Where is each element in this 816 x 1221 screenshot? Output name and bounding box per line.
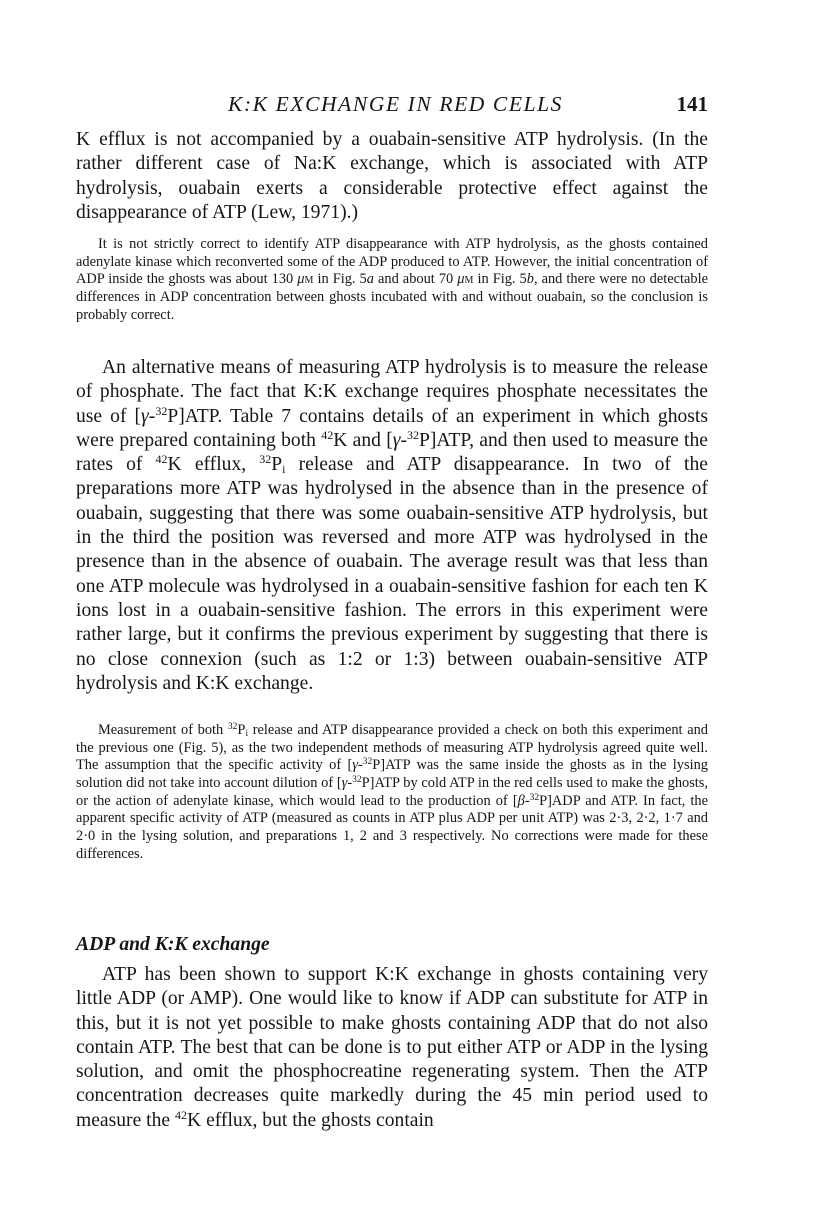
paragraph-phosphate-release: An alternative means of measuring ATP hydrolysis is to measure the release of phosphate. The fact that K:K exchange requires phosphate necessitates the use of [γ-$^{32}$P]ATP. Table 7 contains details of an experiment in which ghosts were prepared containing both $^{42}$K and [γ-$^{32}$P]ATP, and then used to measure the rates of $^{42}$K efflux, $^{32}P_i$ release and ATP disappearance. In two of the preparations more ATP was hydrolysed in the absence than in the presence of ouabain, suggesting that there was some ouabain-sensitive ATP hydrolysis, but in the third the position was reversed and more ATP was hydrolysed in the presence than in the absence of ouabain. The average result was that less than one ATP molecule was hydrolysed in a ouabain-sensitive fashion for each ten K ions lost in a ouabain-sensitive fashion. The errors in this experiment were rather large, but it confirms the previous experiment by suggesting that there is no close connexion (such as 1:2 or 1:3) between ouabain-sensitive ATP hydrolysis and K:K exchange. [76, 357, 708, 694]
note-adenylate-kinase: It is not strictly correct to identify ATP disappearance with ATP hydrolysis, as the ghosts contained adenylate kinase which reconverted some of the ADP produced to ATP. However, the initial concentration of ADP inside the ghosts was about 130 μm in Fig. 5a and about 70 μm in Fig. 5b, and there were no detectable differences in ADP concentration between ghosts incubated with and without ouabain, so the conclusion is probably correct. [76, 236, 708, 323]
running-head-title: K:K EXCHANGE IN RED CELLS [228, 92, 564, 116]
note-specific-activity: Measurement of both $^{32}P_i$ release and ATP disappearance provided a check on both this experiment and the previous one (Fig. 5), as the two independent methods of measuring ATP hydrolysis agreed quite well. The assumption that the specific activity of [γ-$^{32}$P]ATP was the same inside the ghosts as in the lysing solution did not take into account dilution of [γ-$^{32}$P]ATP by cold ATP in the red cells used to make the ghosts, or the action of adenylate kinase, which would lead to the production of [β-$^{32}$P]ADP and ATP. In fact, the apparent specific activity of ATP (measured as counts in ATP plus ADP per unit ATP) was 2·3, 2·2, 1·7 and 2·0 in the lysing solution, and preparations 1, 2 and 3 respectively. No corrections were made for these differences. [76, 722, 709, 862]
running-head [76, 92, 708, 122]
paragraph-adp-exchange: ATP has been shown to support K:K exchange in ghosts containing very little ADP (or AMP). One would like to know if ADP can substitute for ATP in this, but it is not yet possible to make ghosts containing ADP that do not also contain ATP. The best that can be done is to put either ATP or ADP in the lysing solution, and omit the phosphocreatine regenerating system. Then the ATP concentration decreases quite markedly during the 45 min period used to measure the $^{42}$K efflux, but the ghosts contain [76, 964, 708, 1131]
section-heading-adp: ADP and K:K exchange [76, 934, 270, 955]
page-number: 141 [676, 92, 708, 116]
paragraph-ouabain-protection: K efflux is not accompanied by a ouabain-sensitive ATP hydrolysis. (In the rather different case of Na:K exchange, which is associated with ATP hydrolysis, ouabain exerts a considerable protective effect against the disappearance of ATP (Lew, 1971).) [76, 129, 708, 223]
